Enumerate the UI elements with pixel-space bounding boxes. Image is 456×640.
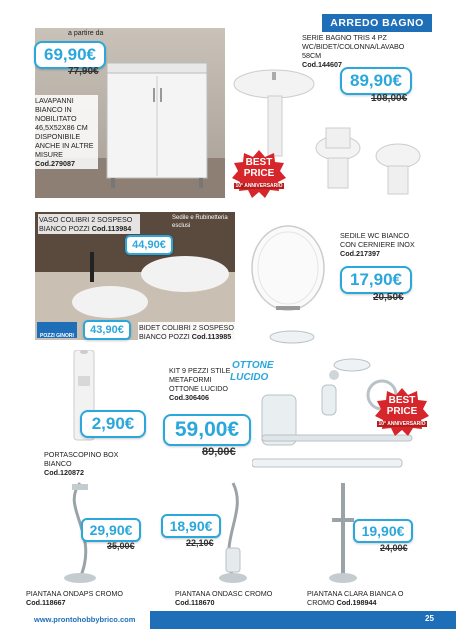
pozzi-ginori-text: POZZI GINORI — [40, 333, 74, 339]
lavapanni-code: Cod.279087 — [35, 159, 75, 168]
from-label: a partire da — [68, 30, 104, 37]
ondaps-old-price: 35,00€ — [107, 541, 135, 551]
sedile-old-price: 20,50€ — [373, 292, 404, 303]
clara-price: 19,90€ — [353, 519, 413, 543]
bidet-colibri-code: Cod.113985 — [191, 332, 232, 341]
ondasc-old-price: 22,10€ — [186, 538, 214, 548]
ondasc-description — [175, 589, 285, 607]
serie-bagno-desc-text: SERIE BAGNO TRIS 4 PZ WC/BIDET/COLONNA/LAVABO 58CM — [302, 33, 405, 60]
portascopino-desc-text: PORTASCOPINO BOX BIANCO — [44, 450, 119, 468]
clara-desc-text: PIANTANA CLARA BIANCA O CROMO — [307, 589, 404, 607]
serie-bagno-description — [302, 33, 422, 69]
ondaps-price: 29,90€ — [81, 518, 141, 542]
sedile-code: Cod.217397 — [340, 249, 380, 258]
sedile-desc-text: SEDILE WC BIANCO CON CERNIERE INOX — [340, 231, 415, 249]
badge-price-2: PRICE — [386, 406, 418, 417]
pozzi-ginori-logo — [37, 322, 77, 338]
vaso-colibri-price: 44,90€ — [125, 235, 173, 255]
ondasc-desc-text: PIANTANA ONDASC CROMO — [175, 589, 273, 598]
best-price-badge — [232, 150, 286, 198]
lavapanni-desc-text: LAVAPANNI BIANCO IN NOBILITATO 46,5X52X86 CM DISPONIBILE ANCHE IN ALTRE MISURE — [35, 96, 94, 159]
bidet-colibri-description — [138, 322, 240, 342]
lavapanni-price: 69,90€ — [34, 41, 106, 69]
serie-bagno-price: 89,90€ — [340, 67, 412, 95]
serie-bagno-old-price: 108,00€ — [371, 93, 408, 104]
portascopino-code: Cod.120872 — [44, 468, 84, 477]
vaso-colibri-desc-text: VASO COLIBRI 2 SOSPESO BIANCO POZZI — [39, 215, 133, 233]
lavapanni-old-price: 77,90€ — [68, 66, 99, 77]
ondasc-code: Cod.118670 — [175, 598, 215, 607]
kit9-description — [169, 366, 231, 402]
ottone-label-line1: OTTONE — [232, 360, 274, 371]
ondaps-desc-text: PIANTANA ONDAPS CROMO — [26, 589, 123, 598]
kit9-code: Cod.306406 — [169, 393, 209, 402]
sedile-illustration — [248, 216, 328, 312]
bidet-colibri-desc-text: BIDET COLIBRI 2 SOSPESO BIANCO POZZI — [139, 323, 234, 341]
page-number: 25 — [425, 614, 434, 623]
serie-bagno-code: Cod.144607 — [302, 60, 342, 69]
ondaps-code: Cod.118667 — [26, 598, 66, 607]
vaso-colibri-note: Sedile e Rubinetteria esclusi — [172, 215, 228, 229]
footer-url[interactable]: www.prontohobbybrico.com — [34, 615, 136, 624]
sedile-price: 17,90€ — [340, 266, 412, 294]
clara-code: Cod.198944 — [336, 598, 377, 607]
vaso-colibri-description — [38, 214, 140, 234]
clara-description — [307, 589, 417, 607]
clara-old-price: 24,00€ — [380, 543, 408, 553]
bidet-colibri-price: 43,90€ — [83, 320, 131, 340]
badge-best: BEST — [245, 157, 273, 168]
portascopino-description — [44, 450, 134, 477]
vaso-colibri-code: Cod.113984 — [91, 224, 132, 233]
portascopino-price: 2,90€ — [80, 410, 146, 438]
badge-best-2: BEST — [388, 395, 416, 406]
kit9-desc-text: KIT 9 PEZZI STILE METAFORMI OTTONE LUCIDO — [169, 366, 231, 393]
ondaps-description — [26, 589, 136, 607]
ottone-label-line2: LUCIDO — [230, 372, 269, 383]
badge-anniversary: 10° ANNIVERSARIO — [235, 183, 283, 189]
badge-anniversary-2: 10° ANNIVERSARIO — [378, 421, 426, 427]
badge-price: PRICE — [243, 168, 275, 179]
kit9-price: 59,00€ — [163, 414, 251, 446]
section-title: ARREDO BAGNO — [322, 14, 432, 32]
sedile-description — [340, 231, 425, 258]
ondasc-price: 18,90€ — [161, 514, 221, 538]
kit9-old-price: 89,00€ — [202, 446, 236, 458]
best-price-badge-2 — [375, 388, 429, 436]
lavapanni-description — [34, 95, 98, 169]
